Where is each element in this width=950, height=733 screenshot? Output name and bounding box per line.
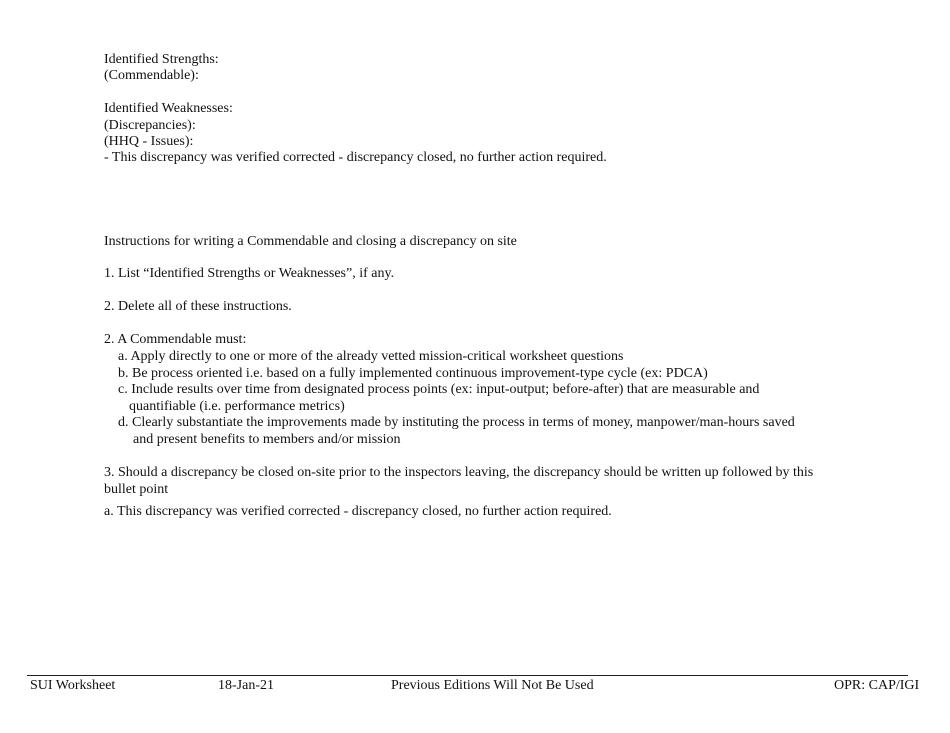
requirement-item-b: b. Be process oriented i.e. based on a fully implemented continuous improvement-type cycle (ex: PDCA) [118, 366, 708, 381]
discrepancies-label: (Discrepancies): [104, 118, 196, 133]
instruction-step-3-continued: bullet point [104, 482, 169, 497]
footer-editions-note: Previous Editions Will Not Be Used [391, 678, 594, 693]
requirement-item-d: d. Clearly substantiate the improvements made by instituting the process in terms of money, manpower/man-hours saved [118, 415, 795, 430]
instructions-title: Instructions for writing a Commendable and closing a discrepancy on site [104, 234, 517, 249]
weaknesses-label: Identified Weaknesses: [104, 101, 233, 116]
footer-form-name: SUI Worksheet [30, 678, 116, 693]
instruction-step-3: 3. Should a discrepancy be closed on-site prior to the inspectors leaving, the discrepancy should be written up followed by this [104, 465, 814, 480]
requirement-item-c-continued: quantifiable (i.e. performance metrics) [129, 399, 345, 414]
requirement-item-d-continued: and present benefits to members and/or mission [133, 432, 401, 447]
instruction-step-2: 2. Delete all of these instructions. [104, 299, 292, 314]
hhq-issues-label: (HHQ - Issues): [104, 134, 194, 149]
closed-discrepancy-bullet: a. This discrepancy was verified corrected - discrepancy closed, no further action required. [104, 504, 612, 519]
instruction-step-1: 1. List “Identified Strengths or Weaknesses”, if any. [104, 266, 395, 281]
footer-date: 18-Jan-21 [218, 678, 274, 693]
closed-discrepancy-note: - This discrepancy was verified corrected - discrepancy closed, no further action required. [104, 150, 607, 165]
strengths-label: Identified Strengths: [104, 52, 219, 67]
commendable-label: (Commendable): [104, 68, 199, 83]
requirement-item-c: c. Include results over time from designated process points (ex: input-output; before-after) that are measurable and [118, 382, 760, 397]
footer-divider [27, 675, 908, 676]
requirement-item-a: a. Apply directly to one or more of the already vetted mission-critical worksheet questions [118, 349, 624, 364]
commendable-requirements-heading: 2. A Commendable must: [104, 332, 247, 347]
footer-opr: OPR: CAP/IGI [834, 678, 920, 693]
